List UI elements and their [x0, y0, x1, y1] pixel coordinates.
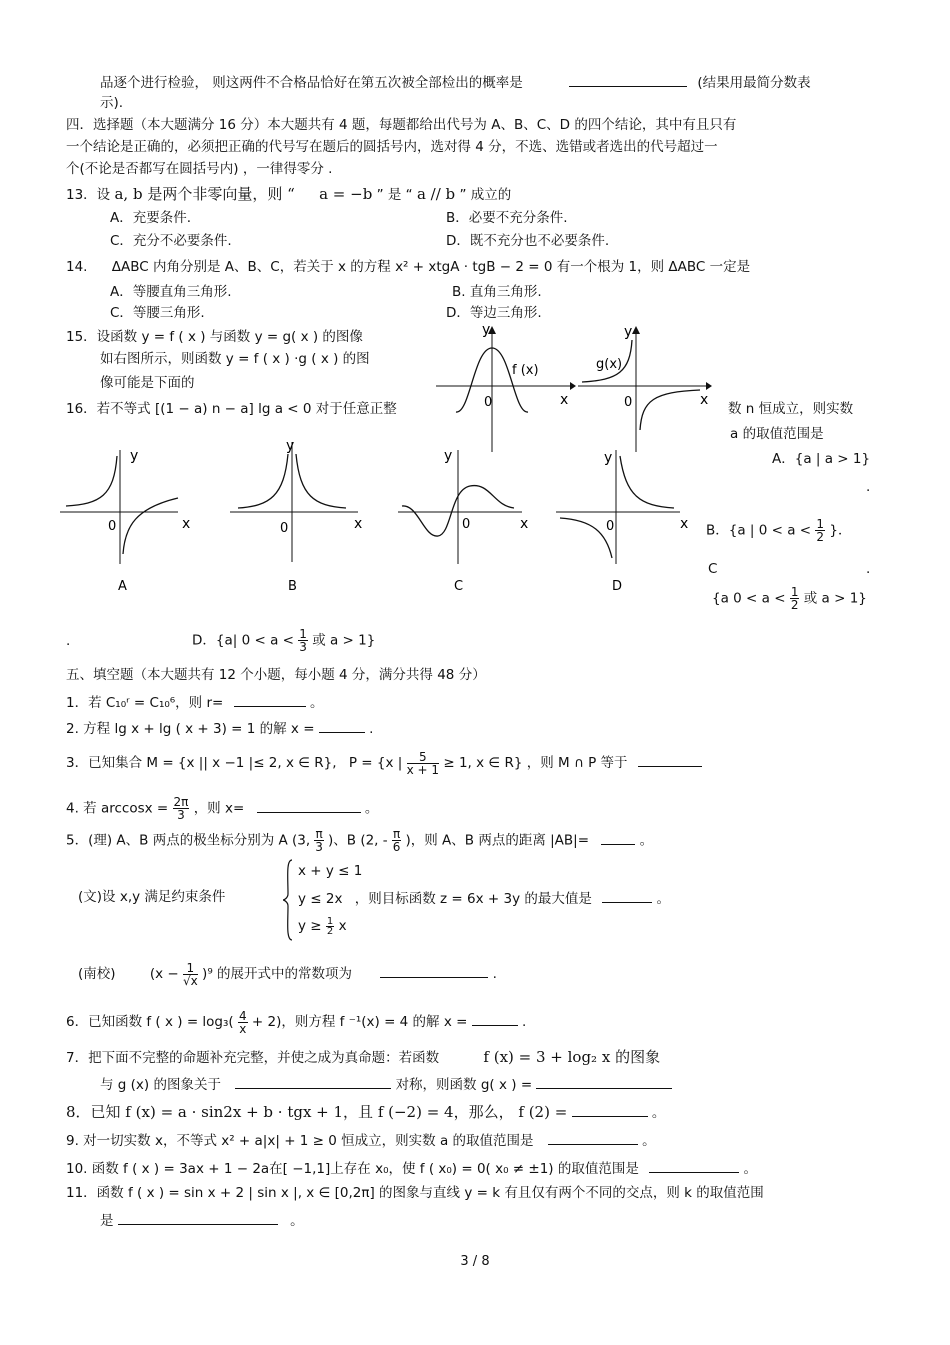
q16-line-2: 数 n 恒成立，则实数 — [728, 401, 854, 417]
text: 或 a > 1} — [803, 590, 867, 607]
text: x — [338, 918, 347, 934]
q14-option-d[interactable]: D．等边三角形. — [446, 305, 542, 321]
fill-5-nan — [78, 960, 497, 988]
numerator: 1 — [183, 962, 198, 975]
denominator: √x — [183, 973, 198, 988]
curve-left — [238, 454, 288, 508]
numerator: 2π — [173, 795, 189, 809]
q14-option-c[interactable]: C．等腰三角形. — [110, 305, 205, 321]
text: 对称，则函数 g( x ) = — [395, 1077, 533, 1093]
origin-label: 0 — [624, 395, 633, 410]
text: ，则 x= — [193, 800, 245, 817]
q13-option-b[interactable]: B．必要不充分条件. — [446, 210, 568, 226]
fill-6 — [66, 1008, 526, 1036]
formula: a // b — [416, 185, 456, 203]
origin-label: 0 — [108, 519, 117, 534]
text: . — [522, 1014, 527, 1030]
numerator: 1 — [790, 585, 799, 599]
numerator: 1 — [816, 517, 825, 531]
text: 或 a > 1} — [312, 632, 376, 649]
text: y ≥ — [298, 918, 322, 934]
dot: . — [866, 561, 871, 577]
curve-left — [560, 518, 615, 558]
q13-option-a[interactable]: A．充要条件. — [110, 210, 192, 226]
origin-label: 0 — [606, 519, 615, 534]
origin-label: 0 — [484, 395, 493, 410]
text: {a 0 < a < — [712, 590, 786, 607]
q16-option-b[interactable] — [706, 518, 851, 543]
denominator: 2 — [790, 598, 799, 612]
section-5-header: 五、填空题（本大题共有 12 个小题，每小题 4 分，满分共得 48 分） — [66, 667, 486, 683]
graph-c[interactable] — [398, 446, 538, 596]
q16-option-c[interactable] — [712, 586, 867, 611]
fill-9 — [66, 1130, 656, 1150]
fraction — [238, 1010, 248, 1035]
graph-label-a: A — [118, 579, 127, 594]
text: 5．(理) A、B 两点的极坐标分别为 A (3, — [66, 832, 311, 849]
text: 8．已知 f (x) = a · sin2x + b · tgx + 1，且 f (−2) = 4，那么， f (2) = — [66, 1103, 568, 1121]
answer-blank[interactable] — [234, 692, 306, 707]
fraction — [392, 828, 401, 853]
text: 。 — [656, 891, 670, 907]
fill-11-line-2 — [100, 1210, 304, 1230]
axis-x-label: x — [520, 516, 529, 532]
axis-y-label: y — [286, 438, 295, 454]
text: 2. 方程 lg x + lg ( x + 3) = 1 的解 x = — [66, 721, 315, 737]
answer-blank[interactable] — [569, 72, 687, 87]
text: 。 — [651, 1105, 666, 1121]
gx-label: g(x) — [596, 357, 623, 372]
q13-option-c[interactable]: C．充分不必要条件. — [110, 233, 232, 249]
origin-label: 0 — [462, 517, 471, 532]
fraction — [326, 917, 334, 936]
axis-x-label: x — [560, 392, 569, 408]
q16-option-c-label[interactable]: C — [708, 561, 718, 577]
answer-blank[interactable] — [118, 1210, 278, 1225]
fraction — [183, 962, 198, 987]
top-line-1 — [100, 72, 811, 92]
text: D．{a| 0 < a < — [192, 632, 294, 649]
text: }． — [829, 522, 852, 539]
q14-option-a[interactable]: A．等腰直角三角形. — [110, 284, 232, 300]
q13-option-d[interactable]: D．既不充分也不必要条件. — [446, 233, 610, 249]
text: 。 — [290, 1213, 304, 1229]
numerator: π — [315, 827, 323, 841]
text: ，则目标函数 z = 6x + 3y 的最大值是 — [354, 891, 592, 907]
fill-3 — [66, 750, 702, 776]
numerator: π — [392, 827, 401, 841]
q15-line-3: 像可能是下面的 — [100, 375, 195, 391]
dot: . — [66, 633, 71, 649]
constraint-2: y ≤ 2x — [298, 891, 343, 907]
text: 10. 函数 f ( x ) = 3ax + 1 − 2a在[ −1,1]上存在 x₀，使 f ( x₀) = 0( x₀ ≠ ±1) 的取值范围是 — [66, 1161, 639, 1177]
graph-a[interactable] — [60, 446, 200, 596]
denominator: x — [239, 1021, 247, 1036]
text: )⁹ 的展开式中的常数项为 — [202, 966, 353, 982]
fill-5-wen: (文)设 x,y 满足约束条件 — [78, 889, 226, 905]
numerator: 4 — [238, 1008, 247, 1023]
y-arrow-icon — [632, 326, 640, 334]
text: )、B (2, - — [328, 832, 388, 849]
text: 3．已知集合 M = {x || x −1 |≤ 2, x ∈ R}, — [66, 755, 337, 771]
answer-blank[interactable] — [548, 1130, 638, 1145]
fill-7 — [66, 1048, 660, 1067]
q15-line-2: 如右图所示，则函数 y = f ( x ) ·g ( x ) 的图 — [100, 351, 370, 367]
graph-label-d: D — [612, 579, 623, 594]
curve-left — [66, 456, 117, 506]
text: 1．若 C₁₀ʳ = C₁₀⁶，则 r= — [66, 695, 224, 711]
answer-blank[interactable] — [638, 752, 702, 767]
constraint-1: x + y ≤ 1 — [298, 863, 363, 879]
curve-right — [620, 456, 674, 508]
q16-option-d[interactable] — [192, 628, 375, 653]
fill-4 — [66, 796, 378, 821]
text: ΔABC 内角分别是 A、B、C，若关于 x 的方程 x² + xtgA · tgB − 2 = 0 有一个根为 1，则 ΔABC 一定是 — [111, 259, 751, 275]
axis-y-label: y — [482, 322, 491, 338]
q16-line-3: a 的取值范围是 — [730, 426, 824, 442]
origin-label: 0 — [280, 521, 289, 536]
text: )，则 A、B 两点的距离 |AB|= — [405, 832, 590, 849]
x-arrow-icon — [570, 382, 576, 390]
fill-2 — [66, 718, 373, 738]
q16-option-a[interactable]: A．{a | a > 1} — [772, 451, 871, 467]
formula: f (x) = 3 + log₂ x 的图象 — [483, 1048, 661, 1066]
axis-x-label: x — [354, 516, 363, 532]
gx-right-branch — [640, 390, 700, 430]
formula: a = −b — [319, 185, 373, 203]
text: 品逐个进行检验， 则这两件不合格品恰好在第五次被全部检出的概率是 — [100, 75, 523, 91]
fraction — [298, 628, 308, 653]
denominator: x + 1 — [406, 762, 440, 777]
section-4-line-2: 一个结论是正确的，必须把正确的代号写在题后的圆括号内，选对得 4 分，不选、选错或者选出的代号超过一 — [66, 139, 718, 155]
denominator: 2 — [816, 530, 825, 544]
fraction — [790, 586, 800, 611]
graph-d[interactable] — [556, 446, 696, 596]
fill-7-line-2 — [100, 1074, 672, 1094]
page-number: 3 / 8 — [460, 1254, 490, 1269]
curve-right — [296, 454, 346, 508]
answer-blank[interactable] — [602, 888, 652, 903]
text: (x − — [149, 966, 179, 982]
text: 与 g (x) 的图象关于 — [100, 1077, 221, 1093]
text: (南校) — [78, 966, 116, 982]
text: 。 — [309, 695, 324, 711]
axis-x-label: x — [680, 516, 689, 532]
numerator: 1 — [299, 627, 307, 641]
axis-y-label: y — [604, 450, 613, 466]
text: 。 — [743, 1161, 757, 1177]
text: 6．已知函数 f ( x ) = log₃( — [66, 1014, 234, 1030]
constraint-3 — [298, 916, 347, 936]
text: 。 — [639, 832, 654, 849]
text: 9. 对一切实数 x，不等式 x² + a|x| + 1 ≥ 0 恒成立，则实数 a 的取值范围是 — [66, 1133, 534, 1149]
gx-figure — [578, 322, 718, 452]
text: 7．把下面不完整的命题补充完整，并使之成为真命题：若函数 — [66, 1050, 440, 1066]
text: 。 — [364, 800, 379, 817]
q15-line-1: 15．设函数 y = f ( x ) 与函数 y = g( x ) 的图像 — [66, 329, 363, 345]
text: P = {x | — [348, 755, 403, 771]
numerator: 5 — [407, 751, 439, 764]
answer-blank[interactable] — [380, 963, 488, 978]
fill-10 — [66, 1158, 757, 1178]
fx-figure — [436, 322, 576, 452]
fx-label: f (x) — [512, 363, 539, 378]
answer-blank[interactable] — [536, 1074, 672, 1089]
axis-x-label: x — [700, 392, 709, 408]
fraction — [407, 751, 439, 776]
section-4-header: 四．选择题（本大题满分 16 分）本大题共有 4 题，每题都给出代号为 A、B、C、D 的四个结论，其中有且只有 — [66, 117, 737, 133]
fraction — [173, 796, 190, 821]
text: 是 — [100, 1213, 114, 1229]
q16-line-1: 16．若不等式 [(1 − a) n − a] lg a < 0 对于任意正整 — [66, 401, 397, 417]
axis-y-label: y — [130, 448, 139, 464]
text: . — [492, 966, 497, 982]
fill-5 — [66, 828, 653, 853]
numerator: 1 — [326, 915, 334, 927]
text: ，则 M ∩ P 等于 — [526, 755, 628, 771]
graph-label-c: C — [454, 579, 464, 594]
axis-y-label: y — [624, 324, 633, 340]
question-14 — [66, 258, 750, 276]
fraction — [815, 518, 825, 543]
text: a, b 是两个非零向量，则 “ — [114, 185, 295, 203]
denominator: 3 — [177, 808, 185, 822]
text: B．{a | 0 < a < — [706, 522, 812, 539]
q-number: 13．设 — [66, 187, 111, 203]
denominator: 2 — [326, 925, 334, 937]
graph-label-b: B — [288, 579, 297, 594]
curve-right — [123, 498, 178, 554]
denominator: 3 — [299, 640, 307, 654]
answer-blank[interactable] — [257, 798, 361, 813]
text: (结果用最简分数表 — [697, 75, 811, 91]
axis-y-label: y — [444, 448, 453, 464]
denominator: 3 — [315, 840, 323, 854]
fill-8 — [66, 1102, 665, 1122]
dot: . — [866, 479, 871, 495]
text: + 2)，则方程 f ⁻¹(x) = 4 的解 x = — [251, 1014, 468, 1030]
text: ” 成立的 — [459, 187, 512, 203]
text: ≥ 1, x ∈ R} — [443, 755, 523, 771]
text: 。 — [642, 1133, 656, 1149]
fill-11: 11．函数 f ( x ) = sin x + 2 | sin x |, x ∈ [0,2π] 的图象与直线 y = k 有且仅有两个不同的交点，则 k 的取值范围 — [66, 1185, 764, 1201]
answer-blank[interactable] — [601, 830, 635, 845]
denominator: 6 — [392, 840, 401, 854]
answer-blank[interactable] — [235, 1074, 391, 1089]
section-4-line-3: 个(不论是否都写在圆括号内) ，一律得零分 . — [66, 161, 333, 177]
question-13 — [66, 185, 511, 204]
answer-blank[interactable] — [649, 1158, 739, 1173]
axis-x-label: x — [182, 516, 191, 532]
answer-blank[interactable] — [572, 1102, 648, 1117]
q14-option-b[interactable]: B. 直角三角形. — [452, 284, 542, 300]
graph-b[interactable] — [230, 436, 370, 596]
text: ” 是 “ — [376, 187, 413, 203]
answer-blank[interactable] — [472, 1011, 518, 1026]
fraction — [314, 828, 323, 853]
answer-blank[interactable] — [319, 718, 365, 733]
text: . — [369, 721, 374, 737]
x-arrow-icon — [706, 382, 712, 390]
fill-1 — [66, 692, 323, 712]
left-brace-icon — [282, 858, 294, 942]
fill-5-wen-line — [298, 888, 670, 908]
text: 4. 若 arccosx = — [66, 800, 169, 817]
q-number: 14. — [66, 259, 88, 275]
top-line-2: 示). — [100, 95, 124, 111]
